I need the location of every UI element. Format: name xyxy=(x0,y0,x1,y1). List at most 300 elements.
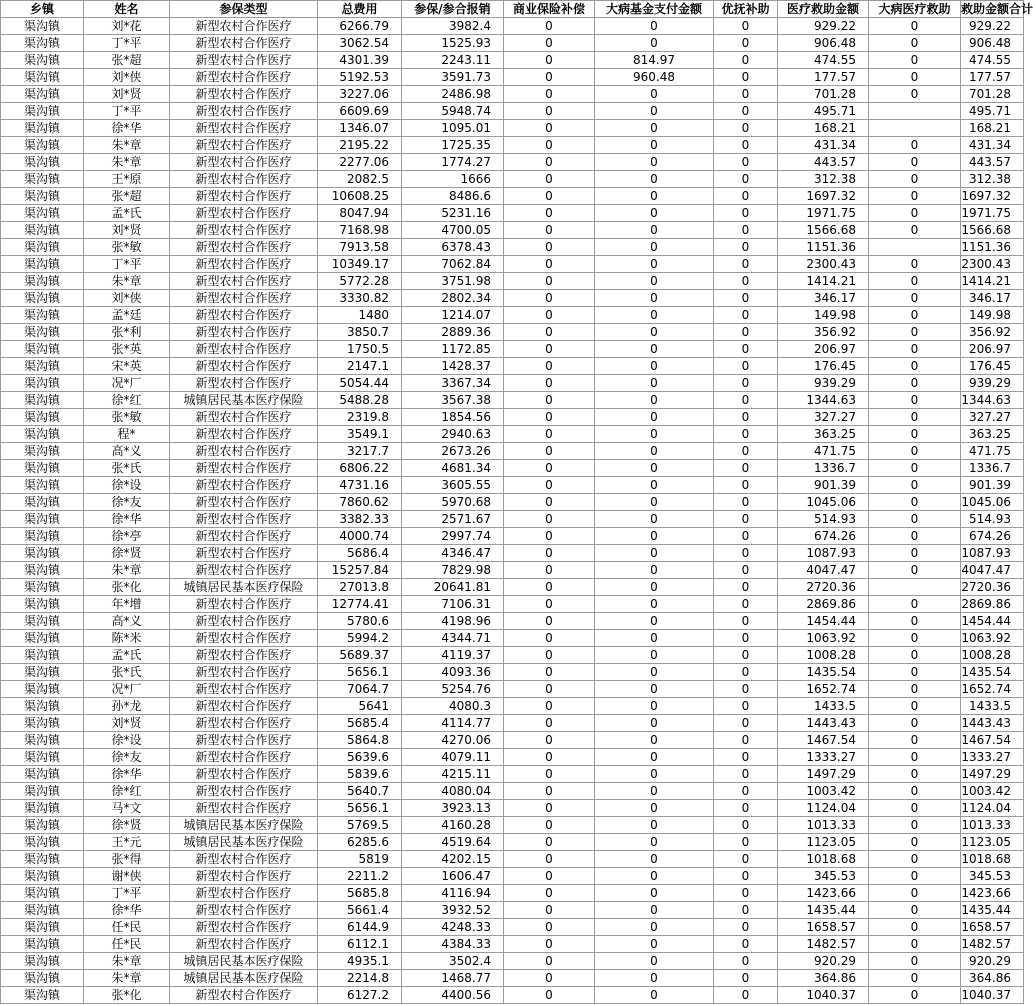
cell-reimbursement[interactable]: 2889.36 xyxy=(402,324,504,341)
cell-total-cost[interactable]: 4731.16 xyxy=(318,477,402,494)
cell-critical-illness-aid[interactable]: 0 xyxy=(869,987,961,1004)
cell-commercial-insurance[interactable]: 0 xyxy=(504,681,595,698)
cell-reimbursement[interactable]: 3932.52 xyxy=(402,902,504,919)
cell-aid-total[interactable]: 1124.04 xyxy=(961,800,1024,817)
cell-critical-illness-fund[interactable]: 0 xyxy=(595,477,714,494)
cell-total-cost[interactable]: 10608.25 xyxy=(318,188,402,205)
cell-town[interactable]: 渠沟镇 xyxy=(1,409,84,426)
cell-aid-total[interactable]: 1151.36 xyxy=(961,239,1024,256)
cell-town[interactable]: 渠沟镇 xyxy=(1,664,84,681)
cell-commercial-insurance[interactable]: 0 xyxy=(504,137,595,154)
cell-aid-total[interactable]: 1003.42 xyxy=(961,783,1024,800)
cell-critical-illness-fund[interactable]: 0 xyxy=(595,596,714,613)
cell-insurance-type[interactable]: 新型农村合作医疗 xyxy=(170,103,318,120)
cell-veteran-subsidy[interactable]: 0 xyxy=(714,494,778,511)
cell-critical-illness-aid[interactable]: 0 xyxy=(869,681,961,698)
cell-aid-total[interactable]: 1467.54 xyxy=(961,732,1024,749)
cell-reimbursement[interactable]: 2243.11 xyxy=(402,52,504,69)
cell-insurance-type[interactable]: 新型农村合作医疗 xyxy=(170,681,318,698)
cell-veteran-subsidy[interactable]: 0 xyxy=(714,86,778,103)
cell-critical-illness-fund[interactable]: 0 xyxy=(595,528,714,545)
cell-aid-total[interactable]: 1652.74 xyxy=(961,681,1024,698)
cell-town[interactable]: 渠沟镇 xyxy=(1,987,84,1004)
cell-veteran-subsidy[interactable]: 0 xyxy=(714,443,778,460)
cell-veteran-subsidy[interactable]: 0 xyxy=(714,664,778,681)
cell-critical-illness-fund[interactable]: 0 xyxy=(595,630,714,647)
cell-total-cost[interactable]: 4000.74 xyxy=(318,528,402,545)
cell-commercial-insurance[interactable]: 0 xyxy=(504,698,595,715)
cell-commercial-insurance[interactable]: 0 xyxy=(504,103,595,120)
cell-total-cost[interactable]: 2147.1 xyxy=(318,358,402,375)
cell-veteran-subsidy[interactable]: 0 xyxy=(714,698,778,715)
cell-insurance-type[interactable]: 新型农村合作医疗 xyxy=(170,256,318,273)
cell-medical-aid[interactable]: 356.92 xyxy=(778,324,869,341)
cell-veteran-subsidy[interactable]: 0 xyxy=(714,154,778,171)
cell-commercial-insurance[interactable]: 0 xyxy=(504,834,595,851)
cell-commercial-insurance[interactable]: 0 xyxy=(504,154,595,171)
cell-reimbursement[interactable]: 4202.15 xyxy=(402,851,504,868)
cell-medical-aid[interactable]: 1454.44 xyxy=(778,613,869,630)
cell-medical-aid[interactable]: 1433.5 xyxy=(778,698,869,715)
cell-reimbursement[interactable]: 1468.77 xyxy=(402,970,504,987)
cell-town[interactable]: 渠沟镇 xyxy=(1,766,84,783)
cell-town[interactable]: 渠沟镇 xyxy=(1,494,84,511)
cell-insurance-type[interactable]: 新型农村合作医疗 xyxy=(170,698,318,715)
cell-reimbursement[interactable]: 7829.98 xyxy=(402,562,504,579)
cell-insurance-type[interactable]: 新型农村合作医疗 xyxy=(170,630,318,647)
cell-name[interactable]: 刘*贤 xyxy=(84,222,170,239)
cell-commercial-insurance[interactable]: 0 xyxy=(504,987,595,1004)
cell-critical-illness-aid[interactable]: 0 xyxy=(869,698,961,715)
cell-commercial-insurance[interactable]: 0 xyxy=(504,392,595,409)
cell-town[interactable]: 渠沟镇 xyxy=(1,528,84,545)
cell-insurance-type[interactable]: 新型农村合作医疗 xyxy=(170,664,318,681)
col-header-reimbursement[interactable]: 参保/参合报销 xyxy=(402,1,504,18)
cell-total-cost[interactable]: 3217.7 xyxy=(318,443,402,460)
cell-critical-illness-fund[interactable]: 0 xyxy=(595,392,714,409)
cell-aid-total[interactable]: 1008.28 xyxy=(961,647,1024,664)
cell-town[interactable]: 渠沟镇 xyxy=(1,103,84,120)
cell-aid-total[interactable]: 674.26 xyxy=(961,528,1024,545)
cell-veteran-subsidy[interactable]: 0 xyxy=(714,409,778,426)
cell-critical-illness-fund[interactable]: 0 xyxy=(595,103,714,120)
cell-total-cost[interactable]: 2082.5 xyxy=(318,171,402,188)
cell-total-cost[interactable]: 1750.5 xyxy=(318,341,402,358)
cell-name[interactable]: 徐*红 xyxy=(84,783,170,800)
cell-insurance-type[interactable]: 新型农村合作医疗 xyxy=(170,137,318,154)
cell-reimbursement[interactable]: 3502.4 xyxy=(402,953,504,970)
cell-critical-illness-fund[interactable]: 0 xyxy=(595,18,714,35)
cell-commercial-insurance[interactable]: 0 xyxy=(504,52,595,69)
cell-critical-illness-fund[interactable]: 0 xyxy=(595,171,714,188)
cell-name[interactable]: 高*义 xyxy=(84,443,170,460)
cell-veteran-subsidy[interactable]: 0 xyxy=(714,936,778,953)
col-header-commercial-insurance[interactable]: 商业保险补偿 xyxy=(504,1,595,18)
cell-aid-total[interactable]: 1482.57 xyxy=(961,936,1024,953)
cell-reimbursement[interactable]: 4116.94 xyxy=(402,885,504,902)
cell-medical-aid[interactable]: 177.57 xyxy=(778,69,869,86)
cell-commercial-insurance[interactable]: 0 xyxy=(504,647,595,664)
cell-town[interactable]: 渠沟镇 xyxy=(1,630,84,647)
cell-town[interactable]: 渠沟镇 xyxy=(1,545,84,562)
cell-veteran-subsidy[interactable]: 0 xyxy=(714,358,778,375)
col-header-total-cost[interactable]: 总费用 xyxy=(318,1,402,18)
cell-veteran-subsidy[interactable]: 0 xyxy=(714,18,778,35)
cell-critical-illness-fund[interactable]: 0 xyxy=(595,273,714,290)
cell-reimbursement[interactable]: 2571.67 xyxy=(402,511,504,528)
cell-commercial-insurance[interactable]: 0 xyxy=(504,545,595,562)
cell-critical-illness-fund[interactable]: 0 xyxy=(595,222,714,239)
cell-critical-illness-fund[interactable]: 0 xyxy=(595,341,714,358)
cell-insurance-type[interactable]: 城镇居民基本医疗保险 xyxy=(170,817,318,834)
cell-insurance-type[interactable]: 新型农村合作医疗 xyxy=(170,239,318,256)
cell-aid-total[interactable]: 495.71 xyxy=(961,103,1024,120)
cell-reimbursement[interactable]: 1172.85 xyxy=(402,341,504,358)
cell-critical-illness-aid[interactable]: 0 xyxy=(869,137,961,154)
cell-name[interactable]: 谢*侠 xyxy=(84,868,170,885)
cell-critical-illness-aid[interactable]: 0 xyxy=(869,596,961,613)
cell-aid-total[interactable]: 1045.06 xyxy=(961,494,1024,511)
cell-commercial-insurance[interactable]: 0 xyxy=(504,868,595,885)
cell-name[interactable]: 丁*平 xyxy=(84,35,170,52)
cell-critical-illness-aid[interactable]: 0 xyxy=(869,86,961,103)
cell-total-cost[interactable]: 5839.6 xyxy=(318,766,402,783)
cell-veteran-subsidy[interactable]: 0 xyxy=(714,732,778,749)
cell-aid-total[interactable]: 514.93 xyxy=(961,511,1024,528)
cell-medical-aid[interactable]: 1414.21 xyxy=(778,273,869,290)
cell-aid-total[interactable]: 906.48 xyxy=(961,35,1024,52)
cell-name[interactable]: 刘*贤 xyxy=(84,715,170,732)
cell-total-cost[interactable]: 5639.6 xyxy=(318,749,402,766)
cell-reimbursement[interactable]: 4681.34 xyxy=(402,460,504,477)
cell-critical-illness-fund[interactable]: 0 xyxy=(595,698,714,715)
cell-name[interactable]: 徐*贤 xyxy=(84,817,170,834)
cell-veteran-subsidy[interactable]: 0 xyxy=(714,715,778,732)
cell-commercial-insurance[interactable]: 0 xyxy=(504,460,595,477)
cell-critical-illness-fund[interactable]: 0 xyxy=(595,613,714,630)
cell-critical-illness-aid[interactable]: 0 xyxy=(869,324,961,341)
cell-commercial-insurance[interactable]: 0 xyxy=(504,409,595,426)
cell-reimbursement[interactable]: 6378.43 xyxy=(402,239,504,256)
cell-insurance-type[interactable]: 新型农村合作医疗 xyxy=(170,426,318,443)
cell-critical-illness-fund[interactable]: 0 xyxy=(595,137,714,154)
cell-name[interactable]: 任*民 xyxy=(84,919,170,936)
cell-medical-aid[interactable]: 1087.93 xyxy=(778,545,869,562)
cell-critical-illness-aid[interactable]: 0 xyxy=(869,919,961,936)
cell-commercial-insurance[interactable]: 0 xyxy=(504,256,595,273)
cell-critical-illness-fund[interactable]: 0 xyxy=(595,307,714,324)
cell-medical-aid[interactable]: 206.97 xyxy=(778,341,869,358)
cell-town[interactable]: 渠沟镇 xyxy=(1,188,84,205)
cell-medical-aid[interactable]: 4047.47 xyxy=(778,562,869,579)
cell-aid-total[interactable]: 443.57 xyxy=(961,154,1024,171)
cell-insurance-type[interactable]: 新型农村合作医疗 xyxy=(170,868,318,885)
cell-insurance-type[interactable]: 新型农村合作医疗 xyxy=(170,35,318,52)
cell-town[interactable]: 渠沟镇 xyxy=(1,511,84,528)
cell-critical-illness-aid[interactable]: 0 xyxy=(869,851,961,868)
cell-insurance-type[interactable]: 新型农村合作医疗 xyxy=(170,205,318,222)
cell-town[interactable]: 渠沟镇 xyxy=(1,783,84,800)
cell-aid-total[interactable]: 356.92 xyxy=(961,324,1024,341)
cell-total-cost[interactable]: 5192.53 xyxy=(318,69,402,86)
cell-total-cost[interactable]: 3382.33 xyxy=(318,511,402,528)
cell-critical-illness-aid[interactable]: 0 xyxy=(869,358,961,375)
cell-name[interactable]: 朱*章 xyxy=(84,137,170,154)
cell-name[interactable]: 徐*亭 xyxy=(84,528,170,545)
cell-veteran-subsidy[interactable]: 0 xyxy=(714,596,778,613)
cell-aid-total[interactable]: 345.53 xyxy=(961,868,1024,885)
cell-critical-illness-aid[interactable]: 0 xyxy=(869,783,961,800)
cell-town[interactable]: 渠沟镇 xyxy=(1,426,84,443)
cell-critical-illness-aid[interactable]: 0 xyxy=(869,885,961,902)
cell-insurance-type[interactable]: 新型农村合作医疗 xyxy=(170,188,318,205)
cell-total-cost[interactable]: 6144.9 xyxy=(318,919,402,936)
cell-veteran-subsidy[interactable]: 0 xyxy=(714,477,778,494)
cell-veteran-subsidy[interactable]: 0 xyxy=(714,256,778,273)
cell-critical-illness-aid[interactable]: 0 xyxy=(869,375,961,392)
cell-total-cost[interactable]: 5689.37 xyxy=(318,647,402,664)
cell-total-cost[interactable]: 2195.22 xyxy=(318,137,402,154)
cell-town[interactable]: 渠沟镇 xyxy=(1,52,84,69)
cell-insurance-type[interactable]: 城镇居民基本医疗保险 xyxy=(170,579,318,596)
cell-reimbursement[interactable]: 2940.63 xyxy=(402,426,504,443)
cell-critical-illness-aid[interactable]: 0 xyxy=(869,290,961,307)
cell-town[interactable]: 渠沟镇 xyxy=(1,579,84,596)
cell-medical-aid[interactable]: 346.17 xyxy=(778,290,869,307)
cell-insurance-type[interactable]: 新型农村合作医疗 xyxy=(170,290,318,307)
cell-aid-total[interactable]: 1566.68 xyxy=(961,222,1024,239)
cell-reimbursement[interactable]: 3751.98 xyxy=(402,273,504,290)
cell-reimbursement[interactable]: 4114.77 xyxy=(402,715,504,732)
cell-town[interactable]: 渠沟镇 xyxy=(1,358,84,375)
cell-town[interactable]: 渠沟镇 xyxy=(1,35,84,52)
cell-veteran-subsidy[interactable]: 0 xyxy=(714,103,778,120)
cell-aid-total[interactable]: 364.86 xyxy=(961,970,1024,987)
cell-reimbursement[interactable]: 1725.35 xyxy=(402,137,504,154)
cell-commercial-insurance[interactable]: 0 xyxy=(504,511,595,528)
cell-commercial-insurance[interactable]: 0 xyxy=(504,358,595,375)
cell-veteran-subsidy[interactable]: 0 xyxy=(714,511,778,528)
cell-insurance-type[interactable]: 城镇居民基本医疗保险 xyxy=(170,953,318,970)
cell-medical-aid[interactable]: 345.53 xyxy=(778,868,869,885)
cell-total-cost[interactable]: 6266.79 xyxy=(318,18,402,35)
cell-veteran-subsidy[interactable]: 0 xyxy=(714,392,778,409)
cell-aid-total[interactable]: 312.38 xyxy=(961,171,1024,188)
cell-aid-total[interactable]: 1087.93 xyxy=(961,545,1024,562)
cell-insurance-type[interactable]: 新型农村合作医疗 xyxy=(170,375,318,392)
cell-town[interactable]: 渠沟镇 xyxy=(1,732,84,749)
cell-name[interactable]: 徐*华 xyxy=(84,902,170,919)
cell-veteran-subsidy[interactable]: 0 xyxy=(714,749,778,766)
cell-aid-total[interactable]: 4047.47 xyxy=(961,562,1024,579)
cell-total-cost[interactable]: 6806.22 xyxy=(318,460,402,477)
cell-medical-aid[interactable]: 1333.27 xyxy=(778,749,869,766)
cell-total-cost[interactable]: 2319.8 xyxy=(318,409,402,426)
cell-commercial-insurance[interactable]: 0 xyxy=(504,851,595,868)
cell-critical-illness-fund[interactable]: 0 xyxy=(595,749,714,766)
cell-insurance-type[interactable]: 新型农村合作医疗 xyxy=(170,715,318,732)
cell-aid-total[interactable]: 2720.36 xyxy=(961,579,1024,596)
cell-medical-aid[interactable]: 514.93 xyxy=(778,511,869,528)
cell-medical-aid[interactable]: 495.71 xyxy=(778,103,869,120)
cell-aid-total[interactable]: 431.34 xyxy=(961,137,1024,154)
cell-commercial-insurance[interactable]: 0 xyxy=(504,953,595,970)
cell-veteran-subsidy[interactable]: 0 xyxy=(714,953,778,970)
cell-medical-aid[interactable]: 1344.63 xyxy=(778,392,869,409)
cell-medical-aid[interactable]: 1467.54 xyxy=(778,732,869,749)
cell-commercial-insurance[interactable]: 0 xyxy=(504,18,595,35)
cell-aid-total[interactable]: 471.75 xyxy=(961,443,1024,460)
cell-name[interactable]: 徐*贤 xyxy=(84,545,170,562)
cell-reimbursement[interactable]: 4215.11 xyxy=(402,766,504,783)
cell-commercial-insurance[interactable]: 0 xyxy=(504,171,595,188)
cell-town[interactable]: 渠沟镇 xyxy=(1,885,84,902)
cell-critical-illness-fund[interactable]: 0 xyxy=(595,936,714,953)
cell-commercial-insurance[interactable]: 0 xyxy=(504,613,595,630)
cell-medical-aid[interactable]: 901.39 xyxy=(778,477,869,494)
cell-medical-aid[interactable]: 939.29 xyxy=(778,375,869,392)
cell-critical-illness-fund[interactable]: 0 xyxy=(595,647,714,664)
cell-reimbursement[interactable]: 1666 xyxy=(402,171,504,188)
cell-total-cost[interactable]: 5488.28 xyxy=(318,392,402,409)
cell-name[interactable]: 刘*花 xyxy=(84,18,170,35)
col-header-aid-total[interactable]: 救助金额合计 xyxy=(961,2,1033,16)
cell-reimbursement[interactable]: 4248.33 xyxy=(402,919,504,936)
cell-town[interactable]: 渠沟镇 xyxy=(1,205,84,222)
cell-veteran-subsidy[interactable]: 0 xyxy=(714,919,778,936)
cell-critical-illness-fund[interactable]: 0 xyxy=(595,783,714,800)
cell-medical-aid[interactable]: 1971.75 xyxy=(778,205,869,222)
cell-insurance-type[interactable]: 新型农村合作医疗 xyxy=(170,783,318,800)
cell-critical-illness-aid[interactable]: 0 xyxy=(869,341,961,358)
cell-commercial-insurance[interactable]: 0 xyxy=(504,562,595,579)
cell-veteran-subsidy[interactable]: 0 xyxy=(714,324,778,341)
cell-critical-illness-aid[interactable]: 0 xyxy=(869,834,961,851)
cell-aid-total[interactable]: 1658.57 xyxy=(961,919,1024,936)
cell-total-cost[interactable]: 3850.7 xyxy=(318,324,402,341)
cell-commercial-insurance[interactable]: 0 xyxy=(504,817,595,834)
cell-name[interactable]: 朱*章 xyxy=(84,562,170,579)
cell-insurance-type[interactable]: 新型农村合作医疗 xyxy=(170,52,318,69)
cell-reimbursement[interactable]: 4079.11 xyxy=(402,749,504,766)
cell-insurance-type[interactable]: 新型农村合作医疗 xyxy=(170,324,318,341)
cell-reimbursement[interactable]: 7106.31 xyxy=(402,596,504,613)
cell-medical-aid[interactable]: 168.21 xyxy=(778,120,869,137)
cell-reimbursement[interactable]: 4093.36 xyxy=(402,664,504,681)
cell-name[interactable]: 徐*华 xyxy=(84,766,170,783)
cell-town[interactable]: 渠沟镇 xyxy=(1,936,84,953)
cell-critical-illness-aid[interactable]: 0 xyxy=(869,205,961,222)
cell-veteran-subsidy[interactable]: 0 xyxy=(714,579,778,596)
cell-name[interactable]: 孙*龙 xyxy=(84,698,170,715)
cell-name[interactable]: 徐*友 xyxy=(84,494,170,511)
cell-town[interactable]: 渠沟镇 xyxy=(1,256,84,273)
cell-insurance-type[interactable]: 新型农村合作医疗 xyxy=(170,732,318,749)
cell-reimbursement[interactable]: 5254.76 xyxy=(402,681,504,698)
cell-veteran-subsidy[interactable]: 0 xyxy=(714,834,778,851)
cell-total-cost[interactable]: 5656.1 xyxy=(318,664,402,681)
cell-commercial-insurance[interactable]: 0 xyxy=(504,443,595,460)
cell-aid-total[interactable]: 1435.54 xyxy=(961,664,1024,681)
cell-town[interactable]: 渠沟镇 xyxy=(1,86,84,103)
cell-reimbursement[interactable]: 7062.84 xyxy=(402,256,504,273)
cell-commercial-insurance[interactable]: 0 xyxy=(504,324,595,341)
cell-critical-illness-fund[interactable]: 0 xyxy=(595,732,714,749)
cell-insurance-type[interactable]: 新型农村合作医疗 xyxy=(170,477,318,494)
cell-commercial-insurance[interactable]: 0 xyxy=(504,715,595,732)
cell-critical-illness-fund[interactable]: 0 xyxy=(595,239,714,256)
cell-reimbursement[interactable]: 5231.16 xyxy=(402,205,504,222)
cell-total-cost[interactable]: 5661.4 xyxy=(318,902,402,919)
cell-name[interactable]: 高*义 xyxy=(84,613,170,630)
cell-reimbursement[interactable]: 4519.64 xyxy=(402,834,504,851)
cell-insurance-type[interactable]: 新型农村合作医疗 xyxy=(170,494,318,511)
cell-veteran-subsidy[interactable]: 0 xyxy=(714,426,778,443)
cell-critical-illness-fund[interactable]: 814.97 xyxy=(595,52,714,69)
cell-name[interactable]: 况*厂 xyxy=(84,681,170,698)
cell-insurance-type[interactable]: 新型农村合作医疗 xyxy=(170,154,318,171)
cell-name[interactable]: 张*利 xyxy=(84,324,170,341)
cell-commercial-insurance[interactable]: 0 xyxy=(504,579,595,596)
cell-name[interactable]: 况*厂 xyxy=(84,375,170,392)
cell-town[interactable]: 渠沟镇 xyxy=(1,273,84,290)
cell-name[interactable]: 任*民 xyxy=(84,936,170,953)
cell-reimbursement[interactable]: 4270.06 xyxy=(402,732,504,749)
cell-name[interactable]: 孟*廷 xyxy=(84,307,170,324)
cell-critical-illness-aid[interactable]: 0 xyxy=(869,902,961,919)
cell-insurance-type[interactable]: 新型农村合作医疗 xyxy=(170,341,318,358)
cell-medical-aid[interactable]: 1124.04 xyxy=(778,800,869,817)
cell-commercial-insurance[interactable]: 0 xyxy=(504,528,595,545)
cell-town[interactable]: 渠沟镇 xyxy=(1,562,84,579)
cell-town[interactable]: 渠沟镇 xyxy=(1,154,84,171)
cell-medical-aid[interactable]: 1482.57 xyxy=(778,936,869,953)
cell-name[interactable]: 张*化 xyxy=(84,987,170,1004)
cell-aid-total[interactable]: 1013.33 xyxy=(961,817,1024,834)
cell-name[interactable]: 徐*华 xyxy=(84,120,170,137)
cell-medical-aid[interactable]: 1697.32 xyxy=(778,188,869,205)
cell-aid-total[interactable]: 939.29 xyxy=(961,375,1024,392)
cell-name[interactable]: 张*氏 xyxy=(84,664,170,681)
cell-name[interactable]: 丁*平 xyxy=(84,256,170,273)
cell-town[interactable]: 渠沟镇 xyxy=(1,613,84,630)
cell-critical-illness-fund[interactable]: 0 xyxy=(595,545,714,562)
cell-total-cost[interactable]: 10349.17 xyxy=(318,256,402,273)
cell-critical-illness-aid[interactable]: 0 xyxy=(869,188,961,205)
cell-veteran-subsidy[interactable]: 0 xyxy=(714,239,778,256)
cell-insurance-type[interactable]: 新型农村合作医疗 xyxy=(170,222,318,239)
cell-aid-total[interactable]: 1040.37 xyxy=(961,987,1024,1004)
cell-veteran-subsidy[interactable]: 0 xyxy=(714,528,778,545)
cell-veteran-subsidy[interactable]: 0 xyxy=(714,851,778,868)
cell-town[interactable]: 渠沟镇 xyxy=(1,749,84,766)
cell-name[interactable]: 朱*章 xyxy=(84,273,170,290)
cell-critical-illness-fund[interactable]: 0 xyxy=(595,290,714,307)
cell-commercial-insurance[interactable]: 0 xyxy=(504,630,595,647)
cell-veteran-subsidy[interactable]: 0 xyxy=(714,681,778,698)
cell-total-cost[interactable]: 4935.1 xyxy=(318,953,402,970)
cell-insurance-type[interactable]: 新型农村合作医疗 xyxy=(170,528,318,545)
cell-reimbursement[interactable]: 4080.04 xyxy=(402,783,504,800)
cell-critical-illness-fund[interactable]: 0 xyxy=(595,460,714,477)
cell-commercial-insurance[interactable]: 0 xyxy=(504,936,595,953)
cell-town[interactable]: 渠沟镇 xyxy=(1,460,84,477)
cell-veteran-subsidy[interactable]: 0 xyxy=(714,613,778,630)
cell-town[interactable]: 渠沟镇 xyxy=(1,324,84,341)
cell-critical-illness-aid[interactable]: 0 xyxy=(869,749,961,766)
cell-aid-total[interactable]: 2300.43 xyxy=(961,256,1024,273)
cell-medical-aid[interactable]: 1497.29 xyxy=(778,766,869,783)
